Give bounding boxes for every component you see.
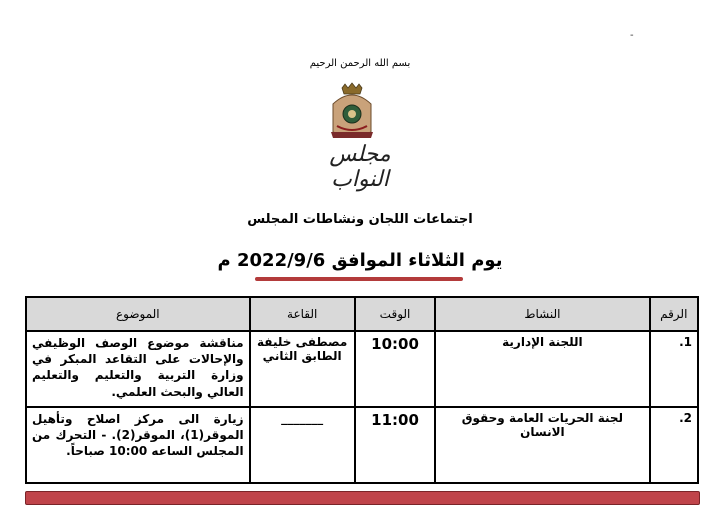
basmala-text: بسم الله الرحمن الرحيم <box>309 58 411 69</box>
table-row <box>26 407 698 483</box>
row-topic: زيارة الى مركز اصلاح وتأهيل الموقر(1)، الموقر(2). - التحرك من المجلس الساعه 10:00 صباحاً. <box>26 407 250 483</box>
date-underline <box>255 277 463 281</box>
header-time: الوقت <box>355 297 436 331</box>
row-number: 1. <box>650 331 698 407</box>
row-time: 10:00 <box>355 331 436 407</box>
table-row <box>26 331 698 407</box>
footer-accent-bar <box>25 491 700 505</box>
row-activity: اللجنة الإدارية <box>435 331 649 407</box>
parliament-logo-text: مجلس النواب <box>329 142 391 192</box>
header-number: الرقم <box>650 297 698 331</box>
header-topic: الموضوع <box>26 297 250 331</box>
header-hall: القاعة <box>250 297 355 331</box>
header-activity: النشاط <box>435 297 649 331</box>
schedule-table <box>25 296 699 484</box>
row-number: 2. <box>650 407 698 483</box>
table-header-row <box>26 297 698 331</box>
date-heading: يوم الثلاثاء الموافق 2022/9/6 م <box>217 250 503 271</box>
row-activity: لجنة الحريات العامة وحقوق الانسان <box>435 407 649 483</box>
page-title: اجتماعات اللجان ونشاطات المجلس <box>247 212 473 227</box>
row-hall: مصطفى خليفة الطابق الثاني <box>250 331 355 407</box>
row-time: 11:00 <box>355 407 436 483</box>
stray-mark: - <box>630 30 634 41</box>
row-topic: مناقشة موضوع الوصف الوظيفي والإحالات على التقاعد المبكر في وزارة التربية والتعليم والتعليم العالي والبحث العلمي. <box>26 331 250 407</box>
row-hall: _______ <box>250 407 355 483</box>
jordan-coat-of-arms-icon <box>327 82 377 140</box>
